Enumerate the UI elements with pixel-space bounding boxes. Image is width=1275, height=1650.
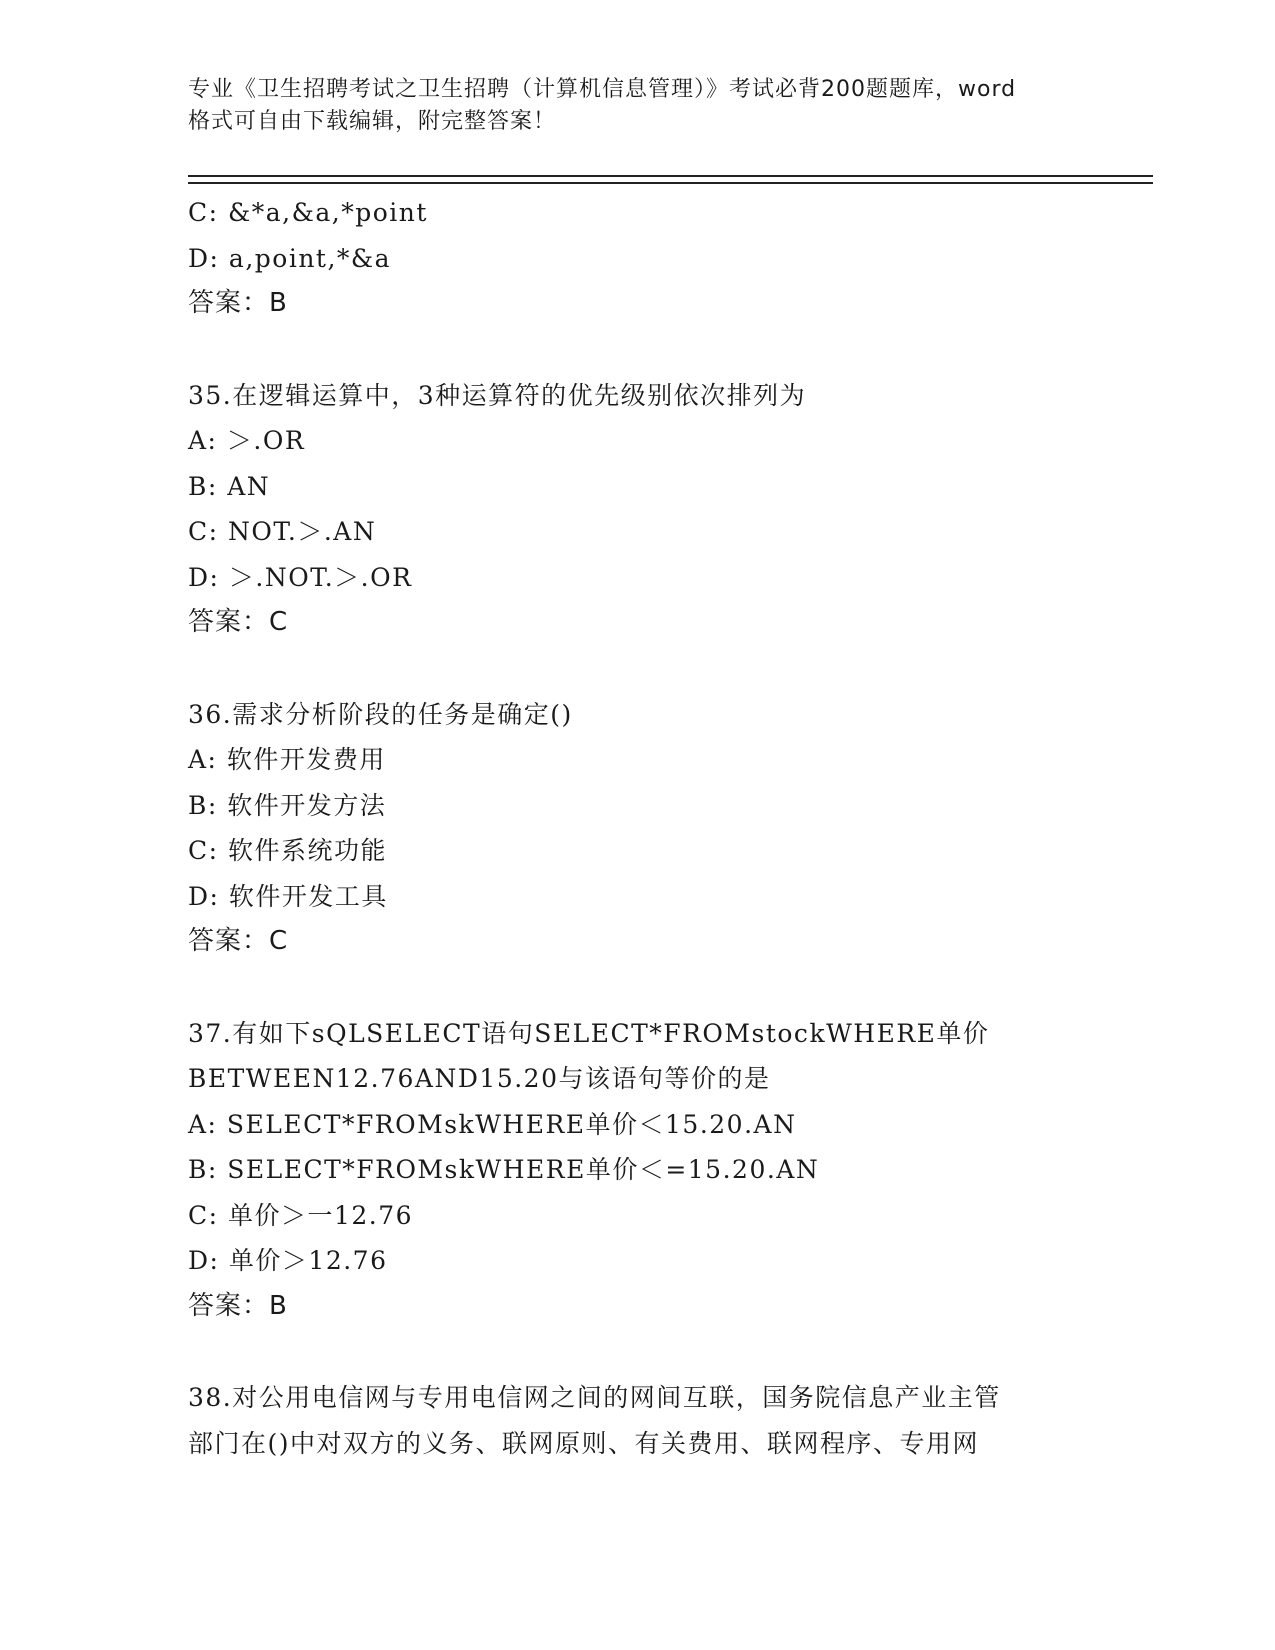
answer: 答案：B bbox=[188, 288, 288, 318]
question-stem-line-1: 38.对公用电信网与专用电信网之间的网间互联，国务院信息产业主管 bbox=[188, 1383, 1001, 1412]
option-a: A: ＞.OR bbox=[188, 426, 306, 455]
option-b: B: SELECT*FROMskWHERE单价＜=15.20.AN bbox=[188, 1155, 820, 1184]
question-stem: 36.需求分析阶段的任务是确定() bbox=[188, 699, 573, 729]
header-title-line-2: 格式可自由下载编辑，附完整答案！ bbox=[188, 109, 557, 134]
option-c: C: 单价＞一12.76 bbox=[188, 1200, 414, 1230]
option-c: C: 软件系统功能 bbox=[188, 836, 387, 865]
answer: 答案：C bbox=[188, 926, 289, 956]
option-c: C: NOT.＞.AN bbox=[188, 517, 377, 546]
question-34-continuation bbox=[188, 190, 1088, 327]
question-list bbox=[188, 190, 1088, 1466]
header-divider-bottom bbox=[188, 182, 1153, 184]
question-stem-line-2: BETWEEN12.76AND15.20与该语句等价的是 bbox=[188, 1064, 771, 1093]
option-d: D: 单价＞12.76 bbox=[188, 1246, 388, 1275]
answer: 答案：B bbox=[188, 1290, 288, 1321]
spacer bbox=[188, 965, 1088, 1011]
answer: 答案：C bbox=[188, 607, 289, 637]
question-35 bbox=[188, 373, 1088, 646]
option-b: B: AN bbox=[188, 471, 271, 501]
option-a: A: SELECT*FROMskWHERE单价＜15.20.AN bbox=[188, 1109, 797, 1139]
option-b: B: 软件开发方法 bbox=[188, 790, 387, 820]
question-stem-line-1: 37.有如下sQLSELECT语句SELECT*FROMstockWHERE单价 bbox=[188, 1018, 990, 1048]
header-title-line-1: 专业《卫生招聘考试之卫生招聘（计算机信息管理）》考试必背200题题库，word bbox=[188, 77, 1017, 102]
document-header bbox=[188, 74, 1088, 138]
option-c: C: &*a,&a,*point bbox=[188, 198, 428, 227]
option-d: D: a,point,*&a bbox=[188, 243, 392, 273]
question-stem-line-2: 部门在()中对双方的义务、联网原则、有关费用、联网程序、专用网 bbox=[188, 1428, 980, 1458]
question-stem: 35.在逻辑运算中，3种运算符的优先级别依次排列为 bbox=[188, 380, 807, 410]
question-37 bbox=[188, 1011, 1088, 1330]
spacer bbox=[188, 1329, 1088, 1375]
option-d: D: ＞.NOT.＞.OR bbox=[188, 562, 413, 592]
option-a: A: 软件开发费用 bbox=[188, 745, 386, 774]
question-38 bbox=[188, 1375, 1088, 1466]
header-divider-top bbox=[188, 175, 1153, 177]
spacer bbox=[188, 327, 1088, 373]
option-d: D: 软件开发工具 bbox=[188, 881, 388, 911]
question-36 bbox=[188, 692, 1088, 965]
spacer bbox=[188, 646, 1088, 692]
